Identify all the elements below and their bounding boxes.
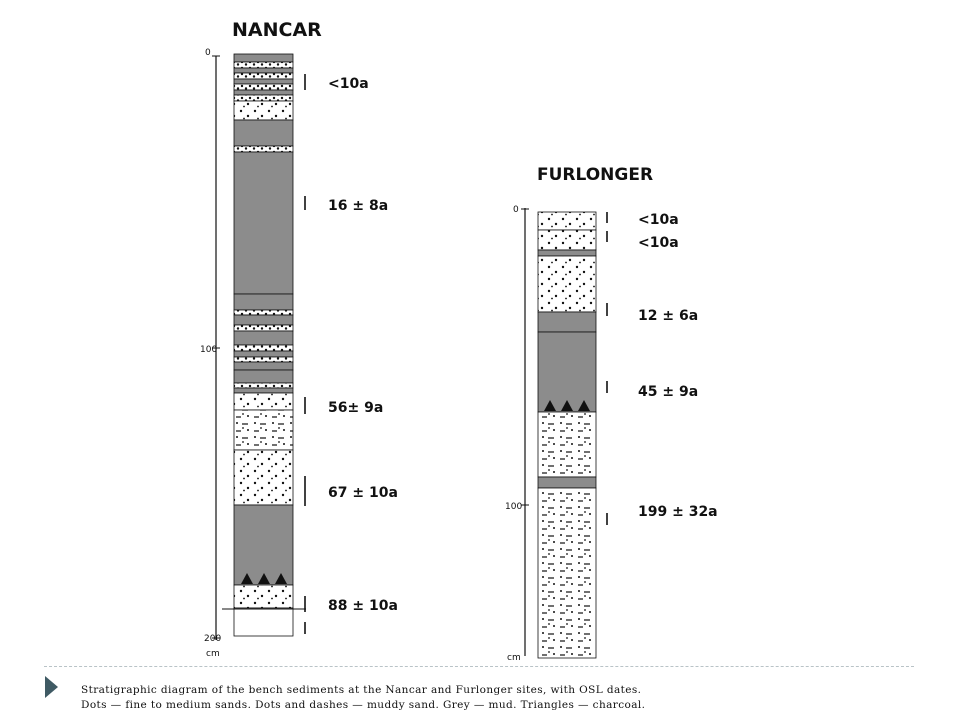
nancar-layer-sand [234, 393, 293, 410]
nancar-layer-mud [234, 388, 293, 393]
furlonger-layer-muddy-sand [538, 412, 596, 477]
furlonger-axis-top-label: 0 [513, 205, 519, 215]
nancar-section [200, 19, 398, 659]
nancar-layer-mud [234, 68, 293, 73]
furlonger-date-1: <10a [638, 212, 679, 228]
nancar-layer-mud [234, 331, 293, 345]
furlonger-axis-unit: cm [507, 653, 521, 663]
furlonger-date-5: 199 ± 32a [638, 504, 718, 520]
nancar-layer-sand [234, 357, 293, 362]
nancar-axis-unit: cm [206, 649, 220, 659]
nancar-layer-base [234, 608, 293, 636]
caption-line-1: Stratigraphic diagram of the bench sediments at the Nancar and Furlonger sites, with OSL dates. [81, 684, 642, 696]
nancar-layer-sand [234, 62, 293, 68]
furlonger-layer-mud [538, 312, 596, 332]
furlonger-date-2: <10a [638, 235, 679, 251]
nancar-date-4: 67 ± 10a [328, 485, 398, 501]
furlonger-layer-mud [538, 477, 596, 488]
nancar-layer-sand [234, 310, 293, 315]
nancar-layer-mud [234, 152, 293, 294]
caption-divider [44, 666, 914, 667]
nancar-date-5: 88 ± 10a [328, 598, 398, 614]
nancar-layer-mud-charcoal [234, 505, 293, 585]
nancar-layer-sand [234, 146, 293, 152]
caption-line-2: Dots — fine to medium sands. Dots and dashes — muddy sand. Grey — mud. Triangles — charcoal. [81, 699, 646, 711]
nancar-date-3: 56± 9a [328, 400, 384, 416]
furlonger-layer-muddy-sand [538, 488, 596, 658]
furlonger-date-3: 12 ± 6a [638, 308, 699, 324]
nancar-layer-sand [234, 325, 293, 331]
nancar-depth-axis [200, 48, 221, 659]
furlonger-column [538, 212, 596, 658]
nancar-layer-sand [234, 95, 293, 101]
figure-caption [81, 683, 941, 713]
caption-bullet-icon [45, 676, 58, 698]
furlonger-layer-sand [538, 256, 596, 312]
nancar-layer-mud [234, 370, 293, 383]
nancar-layer-mud [234, 294, 293, 310]
nancar-layer-sand [234, 101, 293, 120]
nancar-layer-sand [234, 450, 293, 505]
furlonger-layer-sand [538, 230, 596, 250]
furlonger-title: FURLONGER [537, 165, 654, 185]
nancar-column [234, 54, 293, 636]
nancar-axis-mid-label: 100 [200, 345, 218, 355]
nancar-layer-sand [234, 84, 293, 90]
nancar-layer-mud [234, 79, 293, 84]
nancar-charcoal-triangles [241, 573, 287, 584]
nancar-layer-mud [234, 362, 293, 370]
nancar-layer-sand [234, 345, 293, 351]
furlonger-layer-mud [538, 250, 596, 256]
nancar-layer-mud [234, 351, 293, 357]
nancar-axis-bottom-label: 200 [204, 634, 222, 644]
nancar-layer-sand [234, 383, 293, 388]
furlonger-depth-axis [505, 205, 529, 663]
furlonger-date-4: 45 ± 9a [638, 384, 699, 400]
furlonger-layer-sand [538, 212, 596, 230]
furlonger-section [505, 165, 718, 663]
nancar-layer-muddy-sand [234, 410, 293, 450]
nancar-axis-top-label: 0 [205, 48, 211, 58]
nancar-layer-mud [234, 120, 293, 146]
nancar-layer-mud [234, 315, 293, 325]
nancar-date-2: 16 ± 8a [328, 198, 389, 214]
nancar-layer-mud [234, 90, 293, 95]
nancar-layer-sand [234, 73, 293, 79]
furlonger-axis-mid-label: 100 [505, 502, 523, 512]
nancar-layer-mud [234, 54, 293, 62]
nancar-date-1: <10a [328, 76, 369, 92]
nancar-layer-sand [234, 585, 293, 608]
nancar-title: NANCAR [232, 19, 322, 41]
